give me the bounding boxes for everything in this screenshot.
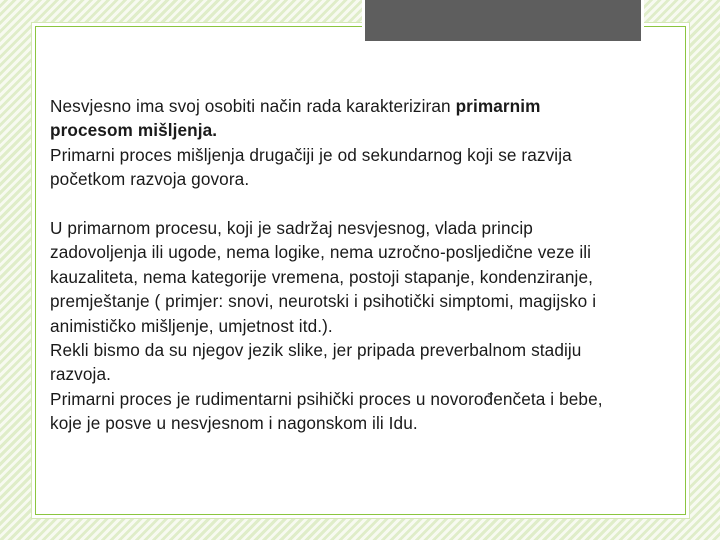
text-line: razvoja. — [50, 364, 111, 385]
text-line — [50, 94, 690, 118]
text-line: zadovoljenja ili ugode, nema logike, nema uzročno-posljedične veze ili — [50, 242, 592, 263]
text-line: Primarni proces je rudimentarni psihički proces u novorođenčeta i bebe, — [50, 388, 603, 409]
text-line: Primarni proces mišljenja drugačiji je od sekundarnog koji se razvija — [50, 144, 572, 165]
emphasis-text: primarnim — [455, 96, 541, 116]
text-line: koje je posve u nesvjesnom i nagonskom ili Idu. — [50, 413, 418, 434]
text-line: animističko mišljenje, umjetnost itd.). — [50, 315, 333, 336]
header-accent-bar — [362, 0, 644, 44]
emphasis-text: procesom mišljenja. — [50, 120, 218, 141]
slide-body-text — [50, 94, 690, 436]
text-line: premještanje ( primjer: snovi, neurotski i psihotički simptomi, magijsko i — [50, 291, 597, 312]
text-line: početkom razvoja govora. — [50, 169, 250, 190]
paragraph-spacer — [50, 192, 690, 216]
intro-text: Nesvjesno ima svoj osobiti način rada karakteriziran — [50, 96, 456, 116]
text-line: kauzaliteta, nema kategorije vremena, postoji stapanje, kondenziranje, — [50, 266, 593, 287]
text-line — [50, 118, 690, 142]
text-line: Rekli bismo da su njegov jezik slike, jer pripada preverbalnom stadiju — [50, 340, 582, 361]
text-line: U primarnom procesu, koji je sadržaj nesvjesnog, vlada princip — [50, 218, 533, 239]
